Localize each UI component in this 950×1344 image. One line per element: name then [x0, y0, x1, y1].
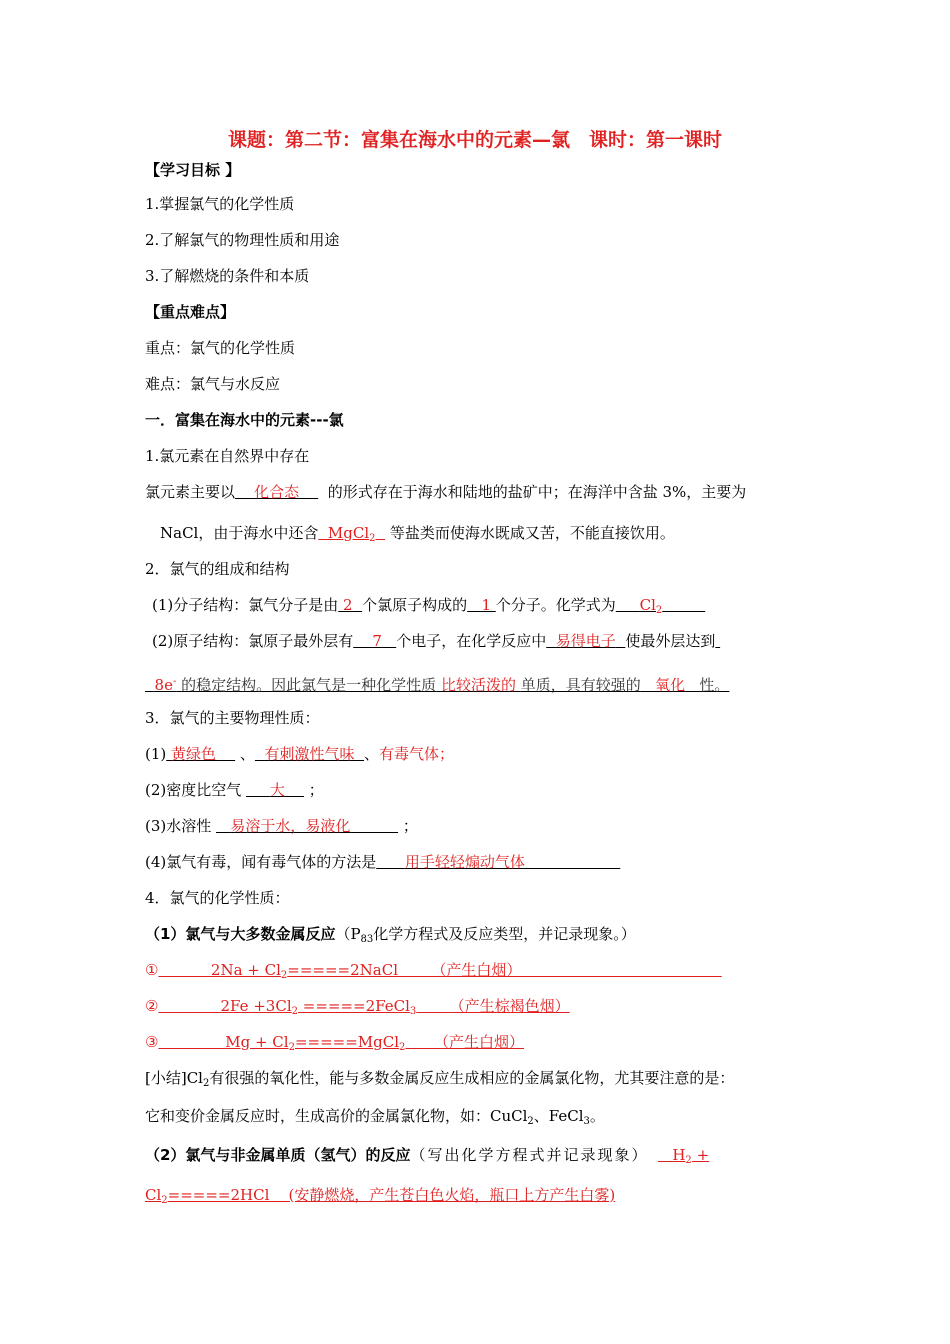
- s4-summary-2c: 。: [589, 1107, 605, 1125]
- s2-heading: 2．氯气的组成和结构: [145, 560, 290, 578]
- s4-summary-1b: 有很强的氧化性，能与多数金属反应生成相应的金属氯化物，尤其要注意的是：: [209, 1069, 735, 1087]
- s4-eq2-blank: [158, 997, 569, 1015]
- s4-eq4-rhs: =====2HCl: [167, 1186, 270, 1204]
- s4-eq3-obs: （产生白烟）: [434, 1033, 525, 1051]
- s4-summary-1a: [小结]Cl: [145, 1069, 203, 1087]
- s3-prop3: [145, 816, 418, 836]
- s1-text-c: NaCl，由于海水中还含: [160, 524, 319, 542]
- s1-answer-2-sub: 2: [369, 533, 376, 544]
- s2-molecular: [152, 595, 705, 621]
- s2-blank-3: [616, 596, 705, 614]
- s3-sep-2: 、: [364, 745, 380, 763]
- s2-m-text-b: 个氯原子构成的: [362, 596, 468, 614]
- s3-prop2: [145, 780, 324, 800]
- s2-a-text-d: 的稳定结构。因此氯气是一种化学性质: [181, 676, 437, 694]
- s4-eq4-obs: (安静燃烧，产生苍白色火焰，瓶口上方产生白雾): [288, 1186, 616, 1204]
- s3-prop4: [145, 852, 620, 872]
- s4-sub2-answer: [658, 1146, 709, 1164]
- s2-answer-2: 1: [481, 596, 491, 614]
- s4-eq3-lhs-sub: 2: [288, 1042, 295, 1053]
- s4-eq3-lhs: Mg + Cl: [225, 1033, 289, 1051]
- s1-line2: [160, 523, 675, 549]
- s3-p3-text: (3)水溶性: [145, 817, 212, 835]
- s3-blank-3: [246, 781, 304, 799]
- s4-sub1-note-b: 化学方程式及反应类型，并记录现象。）: [373, 925, 636, 943]
- s1-heading: 1.氯元素在自然界中存在: [145, 447, 310, 465]
- s3-blank-4: [216, 817, 398, 835]
- objective-2: 2.了解氯气的物理性质和用途: [145, 231, 340, 249]
- s4-sub2-title: （2）氯气与非金属单质（氢气）的反应: [145, 1146, 411, 1164]
- s4-summary-2-sub1: 2: [527, 1116, 534, 1127]
- s2-a-text-c: 使最外层达到: [625, 632, 716, 650]
- s4-summary-2-sub2: 3: [583, 1116, 590, 1127]
- s3-answer-2: 有刺激性气味: [264, 745, 355, 763]
- s4-eq3-rhs: =====MgCl: [294, 1033, 400, 1051]
- s2-blank-4: [353, 632, 396, 650]
- s1-text-a: 氯元素主要以: [145, 483, 236, 501]
- s1-answer-2: MgCl: [327, 524, 370, 542]
- s4-eq2-rhs: =====2FeCl: [298, 997, 410, 1015]
- s3-answer-6: 用手轻轻煽动气体: [404, 853, 525, 871]
- objective-1: 1.掌握氯气的化学性质: [145, 195, 295, 213]
- s4-eq1: [145, 960, 722, 986]
- s4-eq3-rhs-sub: 2: [399, 1042, 406, 1053]
- s4-sub2-answer-a: H: [672, 1146, 686, 1164]
- s2-blank-6-start: [715, 632, 720, 650]
- s2-m-text-c: 个分子。化学式为: [495, 596, 616, 614]
- s2-answer-7: 比较活泼的: [440, 676, 516, 694]
- s4-sub1-note-sub: 83: [360, 934, 374, 945]
- s3-answer-4: 大: [269, 781, 285, 799]
- s3-p2-end: ；: [308, 781, 324, 799]
- s4-eq2-num: ②: [145, 997, 159, 1015]
- s3-heading: 3．氯气的主要物理性质：: [145, 709, 320, 727]
- s4-eq1-rhs: =====2NaCl: [287, 961, 399, 979]
- s4-summary-1: [145, 1068, 734, 1094]
- objective-3: 3.了解燃烧的条件和本质: [145, 267, 310, 285]
- s4-eq2-lhs: 2Fe +3Cl: [220, 997, 292, 1015]
- s4-sub1: [145, 924, 636, 950]
- s2-a-text-e: 单质，具有较强的: [520, 676, 641, 694]
- s3-p2-text: (2)密度比空气: [145, 781, 242, 799]
- s4-sub2: [145, 1145, 709, 1171]
- s2-a-text-b: 个电子，在化学反应中: [396, 632, 547, 650]
- s1-text-b: 的形式存在于海水和陆地的盐矿中；在海洋中含盐 3%，主要为: [327, 483, 747, 501]
- s4-eq2-rhs-sub: 3: [409, 1006, 417, 1017]
- s4-eq2-obs: （产生棕褐色烟）: [449, 997, 570, 1015]
- s3-sep-1: 、: [239, 745, 255, 763]
- s4-eq3: [145, 1032, 524, 1058]
- s1-answer-1: 化合态: [254, 483, 300, 501]
- s3-prop1: [145, 744, 454, 764]
- s4-summary-2: [145, 1106, 605, 1132]
- s4-eq1-lhs: 2Na + Cl: [210, 961, 281, 979]
- s2-blank-6: [145, 676, 729, 694]
- part1-heading: 一．富集在海水中的元素---氯: [145, 411, 344, 429]
- s4-sub1-title: （1）氯气与大多数金属反应: [145, 925, 336, 943]
- s2-atomic-line2: [145, 672, 729, 695]
- s3-answer-5: 易溶于水，易液化: [230, 817, 351, 835]
- s4-eq3-num: ③: [145, 1033, 159, 1051]
- s2-m-text-a: (1)分子结构：氯气分子是由: [152, 596, 339, 614]
- difficult-point: 难点：氯气与水反应: [145, 375, 281, 393]
- s2-blank-2: [467, 596, 496, 614]
- s2-answer-1: 2: [343, 596, 353, 614]
- s2-answer-3: Cl: [639, 596, 656, 614]
- s2-answer-6: 8e: [154, 676, 173, 694]
- s4-heading: 4．氯气的化学性质：: [145, 889, 290, 907]
- s4-summary-1-sub: 2: [202, 1078, 210, 1089]
- s4-sub1-note: （P: [335, 925, 361, 943]
- s4-summary-2b: 、FeCl: [533, 1107, 584, 1125]
- s4-sub2-note: （写出化学方程式并记录现象）: [410, 1146, 649, 1164]
- s2-answer-4: 7: [372, 632, 382, 650]
- s3-p1-num: (1): [145, 745, 167, 763]
- s4-eq4-blank: [145, 1186, 615, 1204]
- s4-summary-2a: 它和变价金属反应时，生成高价的金属氯化物，如：CuCl: [145, 1107, 528, 1125]
- s2-answer-5: 易得电子: [555, 632, 616, 650]
- s2-blank-5: [546, 632, 625, 650]
- s3-answer-1: 黄绿色: [171, 745, 217, 763]
- s4-sub2-answer-b: +: [691, 1146, 710, 1164]
- s4-eq1-num: ①: [145, 961, 159, 979]
- s2-a-text-f: 性。: [699, 676, 730, 694]
- s1-blank-1: [235, 483, 318, 501]
- s4-eq4-lhs: Cl: [145, 1186, 162, 1204]
- s2-blank-1: [338, 596, 362, 614]
- objectives-heading: 【学习目标 】: [145, 161, 241, 179]
- s4-eq2-lhs-sub: 2: [291, 1006, 298, 1017]
- s4-eq2: [145, 996, 570, 1022]
- s2-a-text-a: (2)原子结构：氯原子最外层有: [152, 632, 354, 650]
- s1-blank-2: [318, 524, 385, 542]
- page-title: 课题：第二节：富集在海水中的元素—氯 课时：第一课时: [227, 129, 722, 151]
- s4-eq1-blank: [158, 961, 721, 979]
- s3-blank-1: [166, 745, 235, 763]
- s3-blank-2: [255, 745, 364, 763]
- key-heading: 【重点难点】: [145, 303, 236, 321]
- s2-atomic-line1: [152, 631, 720, 651]
- s2-answer-3-sub: 2: [655, 605, 663, 616]
- s4-eq4: [145, 1185, 615, 1211]
- s2-answer-8: 氧化: [655, 676, 686, 694]
- s4-sub2-answer-a-sub: 2: [685, 1155, 692, 1166]
- s1-line1: [145, 482, 746, 502]
- s4-eq1-lhs-sub: 2: [280, 970, 288, 981]
- s2-answer-6-sup: -: [172, 676, 177, 687]
- s3-answer-3: 有毒气体；: [379, 745, 455, 763]
- s3-p3-end: ；: [402, 817, 418, 835]
- s4-eq3-blank: [158, 1033, 524, 1051]
- s3-p4-text: (4)氯气有毒，闻有毒气体的方法是: [145, 853, 377, 871]
- s3-blank-5: [376, 853, 620, 871]
- s1-text-d: 等盐类而使海水既咸又苦，不能直接饮用。: [389, 524, 675, 542]
- s4-eq4-lhs-sub: 2: [161, 1195, 168, 1206]
- s4-eq1-obs: （产生白烟）: [431, 961, 522, 979]
- key-point: 重点：氯气的化学性质: [145, 339, 296, 357]
